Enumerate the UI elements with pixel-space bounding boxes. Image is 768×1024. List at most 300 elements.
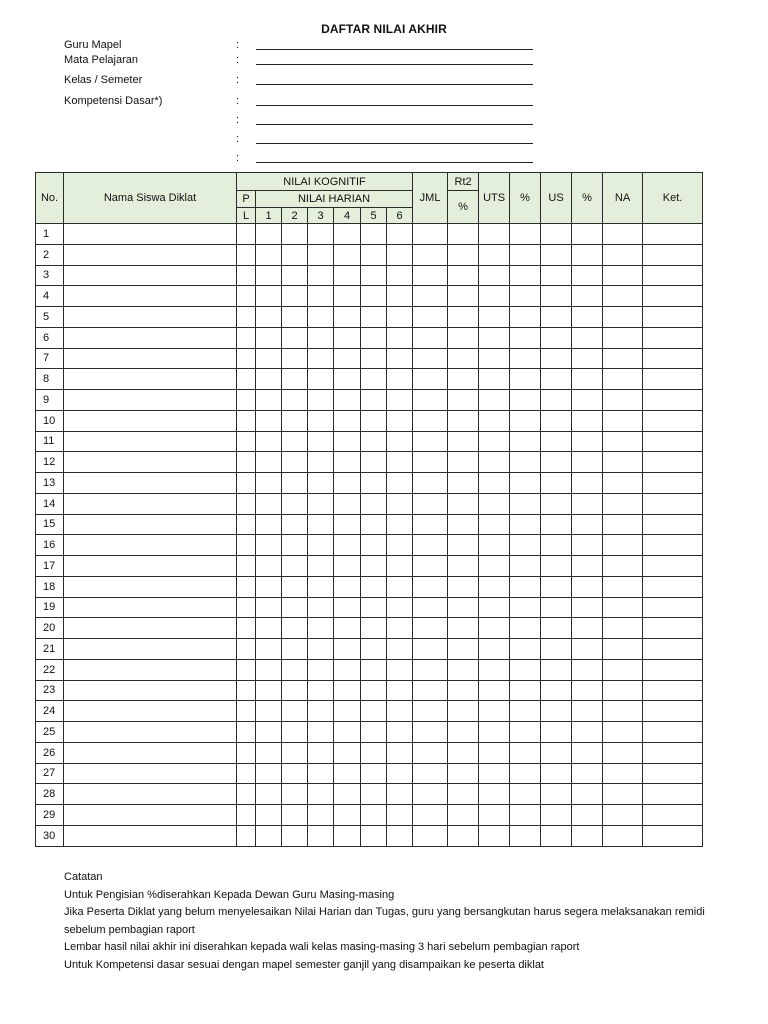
cell-harian-3[interactable] [308, 410, 334, 431]
cell-jml[interactable] [413, 618, 448, 639]
cell-harian-2[interactable] [282, 597, 308, 618]
cell-us[interactable] [541, 597, 572, 618]
cell-uts[interactable] [479, 680, 510, 701]
cell-p-l[interactable] [237, 431, 256, 452]
cell-us[interactable] [541, 680, 572, 701]
cell-harian-5[interactable] [361, 307, 387, 328]
cell-uts-percent[interactable] [510, 618, 541, 639]
cell-ket[interactable] [643, 556, 703, 577]
cell-us[interactable] [541, 701, 572, 722]
cell-na[interactable] [603, 805, 643, 826]
cell-harian-6[interactable] [387, 680, 413, 701]
cell-harian-4[interactable] [334, 369, 361, 390]
cell-nama[interactable] [64, 639, 237, 660]
cell-us-percent[interactable] [572, 390, 603, 411]
cell-harian-4[interactable] [334, 576, 361, 597]
cell-jml[interactable] [413, 535, 448, 556]
cell-ket[interactable] [643, 473, 703, 494]
cell-ket[interactable] [643, 701, 703, 722]
cell-nama[interactable] [64, 224, 237, 245]
cell-harian-1[interactable] [256, 307, 282, 328]
cell-harian-3[interactable] [308, 431, 334, 452]
cell-harian-6[interactable] [387, 763, 413, 784]
cell-uts-percent[interactable] [510, 327, 541, 348]
cell-ket[interactable] [643, 680, 703, 701]
cell-harian-2[interactable] [282, 410, 308, 431]
cell-rt2[interactable] [448, 244, 479, 265]
cell-uts-percent[interactable] [510, 224, 541, 245]
cell-p-l[interactable] [237, 618, 256, 639]
cell-na[interactable] [603, 493, 643, 514]
cell-na[interactable] [603, 348, 643, 369]
cell-rt2[interactable] [448, 659, 479, 680]
cell-harian-5[interactable] [361, 576, 387, 597]
cell-ket[interactable] [643, 327, 703, 348]
cell-nama[interactable] [64, 410, 237, 431]
cell-nama[interactable] [64, 493, 237, 514]
cell-harian-2[interactable] [282, 348, 308, 369]
cell-harian-3[interactable] [308, 514, 334, 535]
cell-ket[interactable] [643, 244, 703, 265]
cell-na[interactable] [603, 327, 643, 348]
cell-harian-4[interactable] [334, 307, 361, 328]
cell-p-l[interactable] [237, 805, 256, 826]
cell-uts[interactable] [479, 514, 510, 535]
cell-harian-2[interactable] [282, 431, 308, 452]
cell-ket[interactable] [643, 307, 703, 328]
cell-harian-1[interactable] [256, 493, 282, 514]
cell-us[interactable] [541, 514, 572, 535]
cell-harian-2[interactable] [282, 680, 308, 701]
cell-harian-5[interactable] [361, 327, 387, 348]
cell-p-l[interactable] [237, 369, 256, 390]
cell-us-percent[interactable] [572, 639, 603, 660]
cell-uts-percent[interactable] [510, 286, 541, 307]
cell-us[interactable] [541, 535, 572, 556]
cell-uts[interactable] [479, 348, 510, 369]
cell-harian-1[interactable] [256, 805, 282, 826]
cell-jml[interactable] [413, 327, 448, 348]
cell-us-percent[interactable] [572, 410, 603, 431]
cell-harian-1[interactable] [256, 659, 282, 680]
cell-uts[interactable] [479, 825, 510, 846]
cell-us-percent[interactable] [572, 265, 603, 286]
meta-fill-line[interactable] [256, 162, 533, 163]
cell-us[interactable] [541, 493, 572, 514]
cell-harian-1[interactable] [256, 618, 282, 639]
cell-us[interactable] [541, 452, 572, 473]
cell-harian-3[interactable] [308, 493, 334, 514]
cell-harian-5[interactable] [361, 763, 387, 784]
cell-rt2[interactable] [448, 576, 479, 597]
cell-na[interactable] [603, 680, 643, 701]
cell-jml[interactable] [413, 410, 448, 431]
cell-rt2[interactable] [448, 410, 479, 431]
cell-uts[interactable] [479, 431, 510, 452]
cell-ket[interactable] [643, 597, 703, 618]
cell-p-l[interactable] [237, 514, 256, 535]
cell-p-l[interactable] [237, 452, 256, 473]
cell-harian-4[interactable] [334, 473, 361, 494]
cell-p-l[interactable] [237, 784, 256, 805]
cell-rt2[interactable] [448, 680, 479, 701]
cell-harian-1[interactable] [256, 452, 282, 473]
cell-harian-6[interactable] [387, 410, 413, 431]
cell-us-percent[interactable] [572, 514, 603, 535]
cell-harian-4[interactable] [334, 784, 361, 805]
cell-us-percent[interactable] [572, 286, 603, 307]
cell-uts-percent[interactable] [510, 410, 541, 431]
cell-harian-5[interactable] [361, 493, 387, 514]
cell-jml[interactable] [413, 556, 448, 577]
cell-uts[interactable] [479, 576, 510, 597]
cell-harian-1[interactable] [256, 224, 282, 245]
cell-na[interactable] [603, 473, 643, 494]
cell-uts-percent[interactable] [510, 431, 541, 452]
cell-harian-5[interactable] [361, 556, 387, 577]
cell-p-l[interactable] [237, 410, 256, 431]
cell-uts-percent[interactable] [510, 597, 541, 618]
cell-harian-4[interactable] [334, 348, 361, 369]
cell-nama[interactable] [64, 286, 237, 307]
cell-harian-4[interactable] [334, 452, 361, 473]
cell-ket[interactable] [643, 722, 703, 743]
cell-ket[interactable] [643, 825, 703, 846]
cell-harian-1[interactable] [256, 286, 282, 307]
cell-uts-percent[interactable] [510, 784, 541, 805]
cell-us-percent[interactable] [572, 307, 603, 328]
cell-nama[interactable] [64, 805, 237, 826]
cell-harian-2[interactable] [282, 576, 308, 597]
cell-harian-2[interactable] [282, 224, 308, 245]
cell-p-l[interactable] [237, 576, 256, 597]
cell-harian-1[interactable] [256, 431, 282, 452]
cell-us-percent[interactable] [572, 493, 603, 514]
cell-ket[interactable] [643, 265, 703, 286]
cell-harian-5[interactable] [361, 825, 387, 846]
cell-ket[interactable] [643, 410, 703, 431]
cell-na[interactable] [603, 244, 643, 265]
cell-rt2[interactable] [448, 805, 479, 826]
cell-harian-6[interactable] [387, 265, 413, 286]
cell-nama[interactable] [64, 348, 237, 369]
cell-harian-3[interactable] [308, 659, 334, 680]
cell-harian-3[interactable] [308, 805, 334, 826]
cell-uts[interactable] [479, 493, 510, 514]
cell-ket[interactable] [643, 514, 703, 535]
cell-harian-6[interactable] [387, 825, 413, 846]
cell-jml[interactable] [413, 244, 448, 265]
cell-jml[interactable] [413, 659, 448, 680]
cell-us[interactable] [541, 348, 572, 369]
cell-harian-4[interactable] [334, 431, 361, 452]
cell-us[interactable] [541, 659, 572, 680]
cell-rt2[interactable] [448, 369, 479, 390]
cell-harian-6[interactable] [387, 224, 413, 245]
cell-harian-3[interactable] [308, 473, 334, 494]
cell-jml[interactable] [413, 369, 448, 390]
cell-harian-5[interactable] [361, 265, 387, 286]
cell-ket[interactable] [643, 742, 703, 763]
cell-ket[interactable] [643, 224, 703, 245]
cell-us-percent[interactable] [572, 597, 603, 618]
cell-rt2[interactable] [448, 722, 479, 743]
cell-harian-5[interactable] [361, 348, 387, 369]
cell-harian-1[interactable] [256, 473, 282, 494]
cell-harian-3[interactable] [308, 327, 334, 348]
cell-harian-1[interactable] [256, 784, 282, 805]
cell-uts[interactable] [479, 784, 510, 805]
cell-jml[interactable] [413, 742, 448, 763]
cell-harian-1[interactable] [256, 514, 282, 535]
cell-p-l[interactable] [237, 493, 256, 514]
cell-uts-percent[interactable] [510, 307, 541, 328]
cell-ket[interactable] [643, 576, 703, 597]
cell-harian-6[interactable] [387, 493, 413, 514]
meta-fill-line[interactable] [256, 84, 533, 85]
cell-p-l[interactable] [237, 639, 256, 660]
cell-harian-6[interactable] [387, 805, 413, 826]
cell-nama[interactable] [64, 680, 237, 701]
cell-nama[interactable] [64, 390, 237, 411]
cell-us-percent[interactable] [572, 805, 603, 826]
cell-jml[interactable] [413, 224, 448, 245]
cell-harian-5[interactable] [361, 659, 387, 680]
cell-harian-3[interactable] [308, 244, 334, 265]
cell-jml[interactable] [413, 639, 448, 660]
cell-harian-3[interactable] [308, 763, 334, 784]
cell-harian-4[interactable] [334, 763, 361, 784]
cell-na[interactable] [603, 556, 643, 577]
cell-uts-percent[interactable] [510, 825, 541, 846]
cell-harian-5[interactable] [361, 410, 387, 431]
cell-nama[interactable] [64, 265, 237, 286]
cell-p-l[interactable] [237, 390, 256, 411]
cell-harian-2[interactable] [282, 452, 308, 473]
cell-harian-5[interactable] [361, 742, 387, 763]
cell-uts[interactable] [479, 556, 510, 577]
cell-jml[interactable] [413, 514, 448, 535]
cell-harian-4[interactable] [334, 244, 361, 265]
cell-harian-4[interactable] [334, 805, 361, 826]
cell-nama[interactable] [64, 244, 237, 265]
cell-uts[interactable] [479, 369, 510, 390]
cell-na[interactable] [603, 659, 643, 680]
cell-nama[interactable] [64, 763, 237, 784]
cell-rt2[interactable] [448, 473, 479, 494]
cell-nama[interactable] [64, 576, 237, 597]
cell-harian-1[interactable] [256, 327, 282, 348]
cell-us[interactable] [541, 784, 572, 805]
cell-harian-6[interactable] [387, 452, 413, 473]
cell-ket[interactable] [643, 805, 703, 826]
cell-p-l[interactable] [237, 701, 256, 722]
cell-rt2[interactable] [448, 431, 479, 452]
cell-nama[interactable] [64, 618, 237, 639]
cell-rt2[interactable] [448, 307, 479, 328]
cell-p-l[interactable] [237, 348, 256, 369]
cell-harian-4[interactable] [334, 327, 361, 348]
cell-us-percent[interactable] [572, 742, 603, 763]
cell-harian-3[interactable] [308, 639, 334, 660]
cell-harian-1[interactable] [256, 701, 282, 722]
cell-jml[interactable] [413, 286, 448, 307]
cell-harian-3[interactable] [308, 722, 334, 743]
cell-harian-5[interactable] [361, 369, 387, 390]
cell-harian-1[interactable] [256, 576, 282, 597]
cell-uts-percent[interactable] [510, 265, 541, 286]
cell-harian-6[interactable] [387, 597, 413, 618]
cell-na[interactable] [603, 701, 643, 722]
cell-harian-6[interactable] [387, 535, 413, 556]
cell-ket[interactable] [643, 618, 703, 639]
cell-us[interactable] [541, 722, 572, 743]
cell-jml[interactable] [413, 597, 448, 618]
cell-nama[interactable] [64, 327, 237, 348]
cell-ket[interactable] [643, 535, 703, 556]
cell-harian-6[interactable] [387, 742, 413, 763]
cell-rt2[interactable] [448, 286, 479, 307]
cell-p-l[interactable] [237, 473, 256, 494]
cell-us-percent[interactable] [572, 659, 603, 680]
cell-us-percent[interactable] [572, 680, 603, 701]
cell-harian-2[interactable] [282, 265, 308, 286]
cell-rt2[interactable] [448, 556, 479, 577]
cell-uts[interactable] [479, 244, 510, 265]
cell-us[interactable] [541, 473, 572, 494]
cell-nama[interactable] [64, 825, 237, 846]
cell-harian-3[interactable] [308, 784, 334, 805]
cell-harian-3[interactable] [308, 348, 334, 369]
cell-ket[interactable] [643, 431, 703, 452]
cell-harian-3[interactable] [308, 701, 334, 722]
cell-harian-4[interactable] [334, 701, 361, 722]
cell-harian-6[interactable] [387, 431, 413, 452]
cell-rt2[interactable] [448, 535, 479, 556]
cell-us-percent[interactable] [572, 369, 603, 390]
cell-harian-6[interactable] [387, 244, 413, 265]
cell-harian-4[interactable] [334, 556, 361, 577]
cell-rt2[interactable] [448, 452, 479, 473]
cell-harian-3[interactable] [308, 556, 334, 577]
cell-nama[interactable] [64, 369, 237, 390]
cell-uts[interactable] [479, 224, 510, 245]
cell-harian-1[interactable] [256, 348, 282, 369]
cell-p-l[interactable] [237, 763, 256, 784]
cell-nama[interactable] [64, 307, 237, 328]
cell-rt2[interactable] [448, 265, 479, 286]
cell-uts-percent[interactable] [510, 369, 541, 390]
meta-fill-line[interactable] [256, 49, 533, 50]
cell-uts[interactable] [479, 618, 510, 639]
cell-na[interactable] [603, 265, 643, 286]
cell-uts[interactable] [479, 763, 510, 784]
cell-jml[interactable] [413, 431, 448, 452]
cell-harian-2[interactable] [282, 514, 308, 535]
cell-harian-5[interactable] [361, 784, 387, 805]
cell-na[interactable] [603, 784, 643, 805]
cell-us-percent[interactable] [572, 763, 603, 784]
cell-p-l[interactable] [237, 680, 256, 701]
cell-na[interactable] [603, 825, 643, 846]
cell-harian-1[interactable] [256, 722, 282, 743]
cell-ket[interactable] [643, 659, 703, 680]
cell-harian-2[interactable] [282, 535, 308, 556]
cell-us-percent[interactable] [572, 825, 603, 846]
cell-harian-6[interactable] [387, 369, 413, 390]
cell-us-percent[interactable] [572, 701, 603, 722]
cell-p-l[interactable] [237, 722, 256, 743]
cell-harian-4[interactable] [334, 659, 361, 680]
meta-fill-line[interactable] [256, 124, 533, 125]
cell-harian-2[interactable] [282, 763, 308, 784]
cell-na[interactable] [603, 514, 643, 535]
cell-rt2[interactable] [448, 348, 479, 369]
cell-harian-4[interactable] [334, 390, 361, 411]
cell-harian-1[interactable] [256, 369, 282, 390]
cell-na[interactable] [603, 369, 643, 390]
cell-nama[interactable] [64, 431, 237, 452]
cell-us-percent[interactable] [572, 722, 603, 743]
cell-na[interactable] [603, 618, 643, 639]
meta-fill-line[interactable] [256, 105, 533, 106]
cell-harian-2[interactable] [282, 618, 308, 639]
cell-harian-5[interactable] [361, 618, 387, 639]
cell-uts[interactable] [479, 701, 510, 722]
cell-us[interactable] [541, 431, 572, 452]
cell-uts[interactable] [479, 410, 510, 431]
cell-harian-6[interactable] [387, 659, 413, 680]
cell-harian-1[interactable] [256, 535, 282, 556]
cell-rt2[interactable] [448, 493, 479, 514]
cell-na[interactable] [603, 390, 643, 411]
cell-na[interactable] [603, 535, 643, 556]
cell-harian-3[interactable] [308, 390, 334, 411]
cell-harian-2[interactable] [282, 493, 308, 514]
cell-us[interactable] [541, 265, 572, 286]
cell-rt2[interactable] [448, 763, 479, 784]
cell-ket[interactable] [643, 286, 703, 307]
cell-uts[interactable] [479, 742, 510, 763]
cell-rt2[interactable] [448, 514, 479, 535]
cell-harian-3[interactable] [308, 369, 334, 390]
cell-nama[interactable] [64, 722, 237, 743]
cell-us[interactable] [541, 576, 572, 597]
cell-harian-3[interactable] [308, 452, 334, 473]
cell-jml[interactable] [413, 493, 448, 514]
cell-na[interactable] [603, 452, 643, 473]
cell-us[interactable] [541, 825, 572, 846]
cell-p-l[interactable] [237, 556, 256, 577]
cell-harian-5[interactable] [361, 224, 387, 245]
cell-nama[interactable] [64, 535, 237, 556]
cell-uts[interactable] [479, 286, 510, 307]
cell-uts-percent[interactable] [510, 535, 541, 556]
cell-harian-5[interactable] [361, 514, 387, 535]
cell-harian-2[interactable] [282, 307, 308, 328]
cell-harian-4[interactable] [334, 224, 361, 245]
cell-us[interactable] [541, 639, 572, 660]
cell-harian-4[interactable] [334, 410, 361, 431]
cell-jml[interactable] [413, 701, 448, 722]
cell-rt2[interactable] [448, 701, 479, 722]
cell-uts[interactable] [479, 473, 510, 494]
cell-ket[interactable] [643, 639, 703, 660]
cell-harian-2[interactable] [282, 639, 308, 660]
cell-harian-5[interactable] [361, 390, 387, 411]
cell-us-percent[interactable] [572, 576, 603, 597]
cell-us[interactable] [541, 410, 572, 431]
